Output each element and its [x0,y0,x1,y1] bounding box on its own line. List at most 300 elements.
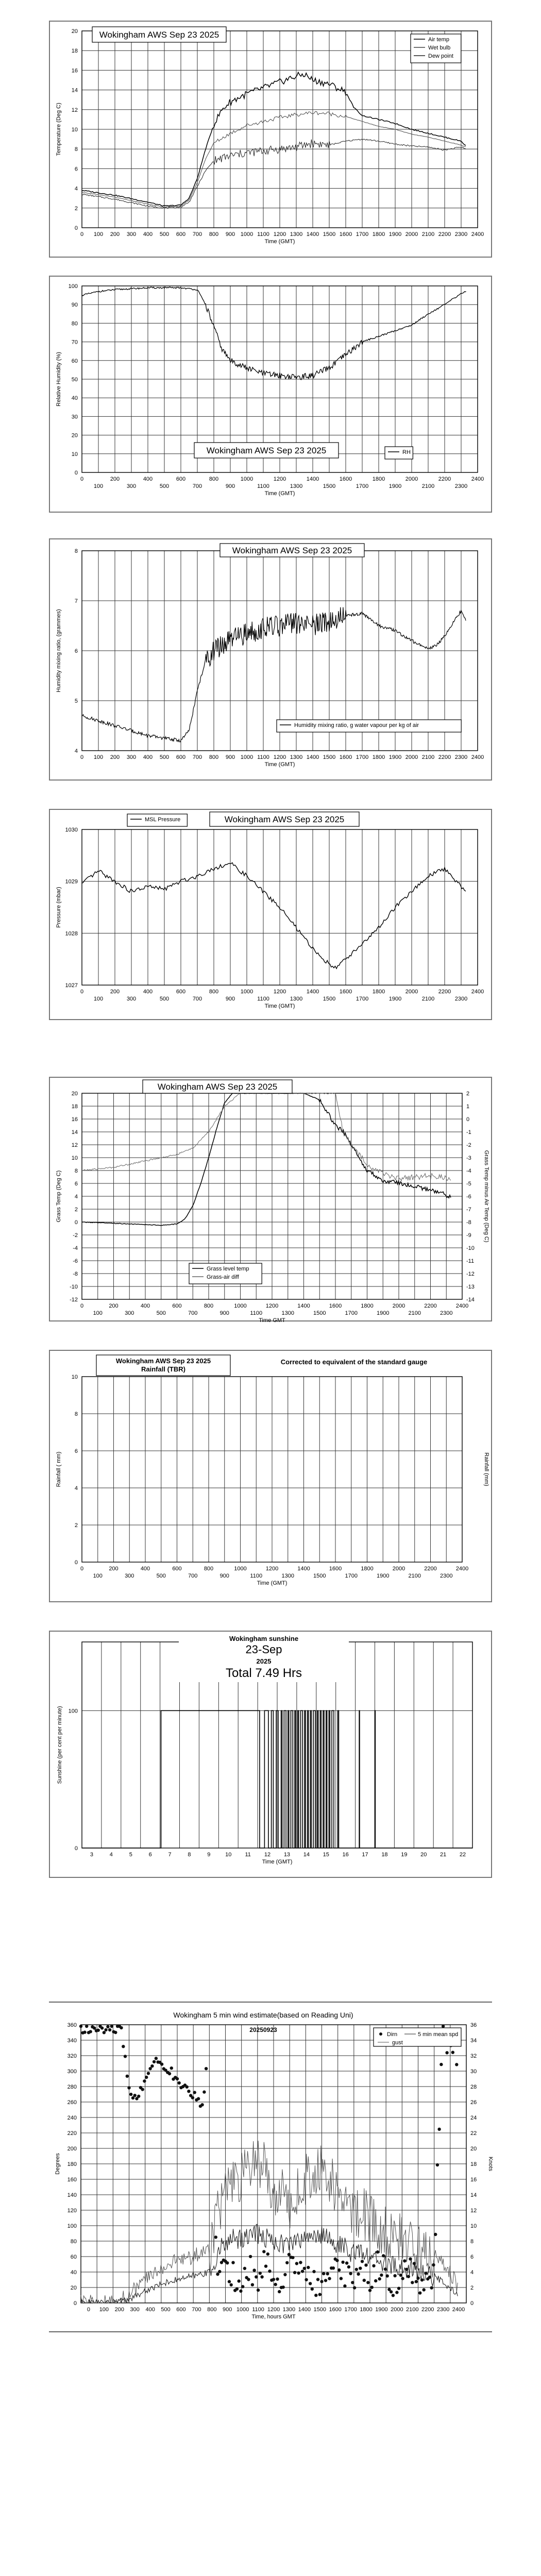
y2-tick-label: -12 [466,1271,475,1277]
y-tick-label: 14 [71,1129,78,1136]
y-tick-label: 40 [71,395,78,402]
legend-label: 5 min mean spd [418,2031,459,2038]
x-tick-label: 1000 [240,231,253,238]
direction-point [110,2025,113,2028]
y-tick-label: -2 [73,1232,78,1239]
x-tick-label: 200 [110,476,120,482]
direction-point [297,2272,300,2275]
direction-point [303,2267,306,2270]
legend-label: RH [402,449,411,455]
direction-point [93,2026,96,2029]
direction-point [332,2266,335,2269]
mixing-ratio-panel [49,538,492,781]
x-tick-label: 0 [80,476,84,482]
y-tick-label: 0 [74,1219,78,1226]
y-axis-label: Sunshine (per cent per minute) [57,1706,63,1784]
x-tick-label: 1100 [257,231,269,238]
x-tick-label: 600 [176,754,186,760]
y-tick-label: 4 [74,748,78,754]
y-tick-label: 1027 [65,982,78,989]
direction-point [351,2281,354,2284]
x-axis-label: Time, hours GMT [251,2314,296,2320]
series-line-wet-bulb [82,111,466,207]
chart-title: Wokingham AWS Sep 23 2025 [115,1357,211,1365]
direction-point [264,2265,267,2268]
x-tick-label: 200 [110,989,120,995]
x-tick-label: 15 [323,1852,329,1858]
legend-label: Air temp [428,37,449,43]
x-tick-label: 0 [80,754,84,760]
grass-temp-chart [50,1078,491,1324]
x-tick-label: 1400 [306,476,319,482]
y-tick-label: 6 [74,166,78,173]
x-tick-label: 14 [303,1852,310,1858]
direction-point [341,2261,344,2264]
x-tick-label: 800 [207,2307,217,2313]
x-tick-label: 2000 [405,989,418,995]
chart-date: 23-Sep [245,1643,282,1656]
direction-point [283,2273,286,2276]
y-tick-label: 360 [67,2022,77,2028]
series-line-grass-air-diff [82,1093,451,1181]
legend-label: MSL Pressure [145,817,181,823]
direction-point [241,2285,244,2288]
x-tick-label: 700 [192,2307,201,2313]
y-tick-label: -10 [70,1284,78,1290]
direction-point [455,2063,458,2066]
y-tick-label: 6 [74,1181,78,1187]
x-tick-label: 1600 [339,754,352,760]
x-tick-label: 1400 [306,754,319,760]
y-tick-label: 240 [67,2115,77,2121]
x-tick-label: 1600 [329,2307,342,2313]
x-tick-label: 200 [110,231,120,238]
y2-tick-label: -5 [466,1181,471,1187]
y2-tick-label: 14 [470,2192,477,2198]
x-tick-label: 600 [176,2307,186,2313]
y2-tick-label: -4 [466,1168,471,1174]
x-tick-label: 1800 [361,1303,374,1309]
x-tick-label: 22 [459,1852,466,1858]
x-tick-label: 200 [109,1566,119,1572]
direction-point [255,2275,258,2278]
y-tick-label: 60 [70,2254,77,2260]
temperature-chart [50,22,491,257]
x-tick-label: 600 [176,989,186,995]
direction-point [83,2030,86,2033]
x-tick-label: 900 [225,996,235,1002]
direction-point [176,2077,179,2080]
y2-tick-label: 18 [470,2161,477,2167]
y-tick-label: 18 [71,48,78,55]
x-axis-label: Time (GMT) [264,1003,295,1009]
y-tick-label: 2 [74,1522,78,1529]
x-tick-label: 2200 [438,231,451,238]
direction-point [187,2090,190,2093]
y-tick-label: 0 [74,1560,78,1566]
x-tick-label: 900 [225,231,235,238]
direction-point [197,2097,200,2100]
x-tick-label: 1900 [388,231,402,238]
x-tick-label: 1200 [265,1566,279,1572]
x-tick-label: 1500 [323,231,336,238]
x-tick-label: 300 [126,754,137,760]
x-tick-label: 0 [80,1303,84,1309]
y2-tick-label: 26 [470,2099,477,2106]
y2-tick-label: 2 [470,2285,474,2291]
x-tick-label: 2100 [421,996,435,1002]
x-tick-label: 800 [209,231,219,238]
y2-tick-label: 2 [466,1091,470,1097]
x-tick-label: 16 [342,1852,349,1858]
direction-point [216,2273,219,2276]
x-tick-label: 500 [156,1310,166,1316]
pressure-panel [49,809,492,1020]
x-tick-label: 2100 [408,1310,421,1316]
direction-point [239,2290,242,2293]
direction-point [260,2275,263,2278]
legend-label: Dirn [387,2031,398,2038]
x-tick-label: 2000 [405,231,418,238]
y-tick-label: 200 [67,2146,77,2152]
x-tick-label: 100 [93,1310,103,1316]
direction-point [361,2260,364,2263]
x-tick-label: 1800 [372,989,385,995]
direction-point [318,2293,322,2296]
x-tick-label: 1800 [372,754,385,760]
direction-point [314,2294,317,2297]
y-tick-label: 8 [74,1168,78,1174]
x-tick-label: 400 [145,2307,155,2313]
direction-point [243,2267,246,2270]
y2-tick-label: 28 [470,2084,477,2090]
x-tick-label: 800 [209,989,219,995]
x-tick-label: 9 [207,1852,211,1858]
x-tick-label: 2100 [421,754,435,760]
x-tick-label: 400 [143,754,153,760]
direction-point [322,2272,325,2275]
x-tick-label: 100 [93,483,104,489]
y-tick-label: 10 [71,1155,78,1161]
x-tick-label: 1700 [356,483,369,489]
wind-chart [49,2009,492,2329]
x-tick-label: 2200 [421,2307,434,2313]
x-tick-label: 1100 [257,754,269,760]
wind-panel [49,2009,492,2329]
y2-tick-label: 34 [470,2038,477,2044]
legend-label: Wet bulb [428,45,451,51]
y-tick-label: 50 [71,377,78,383]
x-tick-label: 1500 [323,996,336,1002]
x-tick-label: 8 [188,1852,191,1858]
chart-title: Wokingham sunshine [229,1635,299,1642]
x-tick-label: 700 [192,996,202,1002]
y2-tick-label: -3 [466,1155,471,1161]
x-tick-label: 2200 [424,1303,437,1309]
direction-point [226,2261,229,2264]
x-tick-label: 900 [225,754,235,760]
direction-point [108,2028,111,2031]
x-tick-label: 2400 [471,754,484,760]
direction-point [397,2287,400,2290]
x-tick-label: 2400 [455,1303,469,1309]
x-tick-label: 1300 [281,1310,294,1316]
x-tick-label: 2100 [421,483,435,489]
y-tick-label: 0 [73,2300,77,2307]
direction-point [274,2283,277,2286]
y2-tick-label: 22 [470,2130,477,2137]
y-tick-label: 100 [67,2223,77,2229]
x-tick-label: 1200 [265,1303,279,1309]
y-axis-label: Pressure (mbar) [56,887,62,928]
x-tick-label: 400 [140,1566,150,1572]
y-tick-label: 18 [71,1104,78,1110]
y-tick-label: 0 [74,1845,78,1852]
y2-tick-label: 16 [470,2177,477,2183]
x-tick-label: 1000 [240,989,253,995]
x-tick-label: 400 [143,231,153,238]
y2-tick-label: 0 [466,1116,470,1123]
x-tick-label: 1700 [345,1573,358,1579]
y-tick-label: 4 [74,1194,78,1200]
x-tick-label: 2000 [391,2307,403,2313]
direction-point [374,2279,377,2282]
y-tick-label: 10 [71,451,78,457]
direction-point [422,2288,426,2291]
x-tick-label: 500 [156,1573,166,1579]
y-tick-label: 16 [71,1116,78,1123]
x-tick-label: 300 [125,1310,134,1316]
x-tick-label: 2200 [424,1566,437,1572]
direction-point [411,2281,414,2284]
x-tick-label: 100 [93,1573,103,1579]
series-line-air-temp [82,72,466,206]
y-tick-label: 4 [74,185,78,192]
x-tick-label: 1900 [377,1310,390,1316]
direction-point [205,2067,208,2070]
y-axis-label: Relative Humidity (%) [56,352,62,406]
x-tick-label: 1500 [313,1310,326,1316]
x-tick-label: 400 [143,989,153,995]
direction-point [320,2280,323,2283]
y2-tick-label: 10 [470,2223,477,2229]
y2-axis-label: Knots [487,2156,494,2172]
x-tick-label: 2300 [436,2307,450,2313]
x-tick-label: 0 [87,2307,91,2313]
x-tick-label: 1000 [240,754,253,760]
direction-point [301,2269,304,2273]
x-tick-label: 200 [110,754,120,760]
direction-point [413,2262,416,2265]
y-tick-label: 40 [70,2269,77,2276]
direction-point [170,2066,173,2070]
y-tick-label: 260 [67,2099,77,2106]
direction-point [124,2055,127,2058]
y2-tick-label: -1 [466,1129,471,1136]
x-tick-label: 1800 [372,476,385,482]
direction-point [359,2267,362,2270]
direction-point [278,2290,281,2293]
direction-point [266,2252,269,2256]
direction-point [439,2063,443,2066]
x-tick-label: 300 [130,2307,140,2313]
x-tick-label: 1400 [297,1566,310,1572]
x-tick-label: 5 [129,1852,132,1858]
x-tick-label: 200 [114,2307,124,2313]
x-tick-label: 2400 [471,231,484,238]
direction-point [285,2261,289,2264]
direction-point [401,2277,404,2280]
y-tick-label: 14 [71,87,78,94]
x-tick-label: 100 [93,231,104,238]
x-tick-label: 2300 [454,483,468,489]
y-tick-label: 340 [67,2038,77,2044]
direction-point [268,2269,271,2273]
y2-tick-label: 30 [470,2069,477,2075]
y-tick-label: 20 [71,28,78,35]
x-tick-label: 600 [172,1566,182,1572]
x-tick-label: 900 [223,2307,232,2313]
x-tick-label: 100 [93,996,104,1002]
y-tick-label: 90 [71,302,78,309]
y-tick-label: 0 [74,470,78,476]
direction-point [79,2025,82,2028]
y2-tick-label: 20 [470,2146,477,2152]
x-tick-label: 2400 [471,476,484,482]
y-tick-label: 120 [67,2208,77,2214]
legend-label: Humidity mixing ratio, g water vapour per kg of air [294,722,419,728]
legend-label: Dew point [428,53,453,59]
x-tick-label: 1100 [257,483,269,489]
x-tick-label: 900 [225,483,235,489]
direction-point [153,2060,156,2063]
y2-tick-label: 1 [466,1104,470,1110]
x-tick-label: 1200 [267,2307,280,2313]
direction-point [349,2272,352,2275]
x-tick-label: 1400 [306,231,319,238]
direction-point [147,2072,150,2075]
x-tick-label: 1600 [339,989,352,995]
direction-point [424,2272,427,2275]
direction-point [307,2266,310,2269]
x-tick-label: 800 [204,1303,214,1309]
direction-point [89,2030,92,2033]
y-tick-label: 220 [67,2130,77,2137]
y2-tick-label: 12 [470,2208,477,2214]
y-tick-label: 1029 [65,878,78,885]
direction-point [97,2029,100,2032]
x-tick-label: 1600 [329,1566,342,1572]
direction-point [378,2277,381,2280]
y2-tick-label: -11 [466,1258,475,1264]
direction-point [353,2286,356,2289]
x-tick-label: 1900 [388,996,402,1002]
direction-point [407,2275,410,2278]
direction-point [335,2259,339,2262]
x-tick-label: 1300 [281,1573,294,1579]
direction-point [218,2270,221,2273]
direction-point [366,2281,369,2284]
x-tick-label: 1000 [240,476,253,482]
direction-point [328,2277,331,2280]
direction-point [337,2268,341,2272]
humidity-panel [49,276,492,513]
y2-tick-label: -2 [466,1142,471,1148]
direction-point [252,2268,256,2272]
y-tick-label: 6 [74,1448,78,1454]
direction-point [228,2280,231,2283]
y-tick-label: 8 [74,1411,78,1417]
x-tick-label: 800 [204,1566,214,1572]
x-tick-label: 1500 [313,2307,327,2313]
x-tick-label: 1900 [388,754,402,760]
direction-point [127,2086,130,2089]
x-tick-label: 19 [401,1852,408,1858]
y2-tick-label: 36 [470,2022,477,2028]
x-tick-label: 1300 [282,2307,296,2313]
direction-point [395,2291,398,2294]
y-tick-label: 12 [71,107,78,113]
y2-tick-label: -6 [466,1194,471,1200]
rainfall-chart [50,1351,491,1601]
x-tick-label: 2300 [440,1310,453,1316]
y-tick-label: 70 [71,339,78,346]
chart-title: Wokingham AWS Sep 23 2025 [232,546,352,555]
y-tick-label: 320 [67,2053,77,2059]
x-axis-label: Time GMT [259,1317,285,1324]
x-tick-label: 500 [159,996,170,1002]
separator-line [49,2002,492,2003]
x-axis-label: Time (GMT) [264,239,295,245]
y-tick-label: 160 [67,2177,77,2183]
direction-point [126,2075,129,2078]
y-tick-label: 100 [68,1708,78,1715]
y-tick-label: -6 [73,1258,78,1264]
direction-point [141,2088,144,2091]
y2-tick-label: -9 [466,1232,471,1239]
y-tick-label: 8 [74,146,78,153]
x-tick-label: 1500 [323,754,336,760]
x-tick-label: 1300 [290,483,303,489]
direction-point [405,2268,408,2271]
x-tick-label: 2000 [405,754,418,760]
direction-point [133,2094,137,2097]
x-tick-label: 500 [159,483,170,489]
direction-point [436,2163,439,2166]
temperature-panel [49,21,492,258]
direction-point [364,2263,367,2266]
x-tick-label: 1100 [252,2307,264,2313]
x-tick-label: 20 [420,1852,427,1858]
x-tick-label: 700 [188,1310,198,1316]
y2-axis-label: Rainfall (mm) [483,1452,489,1486]
direction-point [214,2235,217,2239]
y-axis-label: Humidity mixing ratio, (grammes) [56,609,62,692]
direction-point [103,2031,106,2034]
x-tick-label: 900 [219,1573,229,1579]
legend-label: Grass-air diff [207,1274,239,1280]
direction-point [363,2279,366,2282]
direction-point [231,2261,234,2264]
x-tick-label: 1300 [290,231,303,238]
y-tick-label: 280 [67,2084,77,2090]
x-tick-label: 1600 [339,476,352,482]
direction-point [390,2290,393,2293]
y-tick-label: 2 [74,205,78,212]
y2-tick-label: -13 [466,1284,475,1290]
x-tick-label: 1200 [273,754,286,760]
x-tick-label: 6 [148,1852,152,1858]
